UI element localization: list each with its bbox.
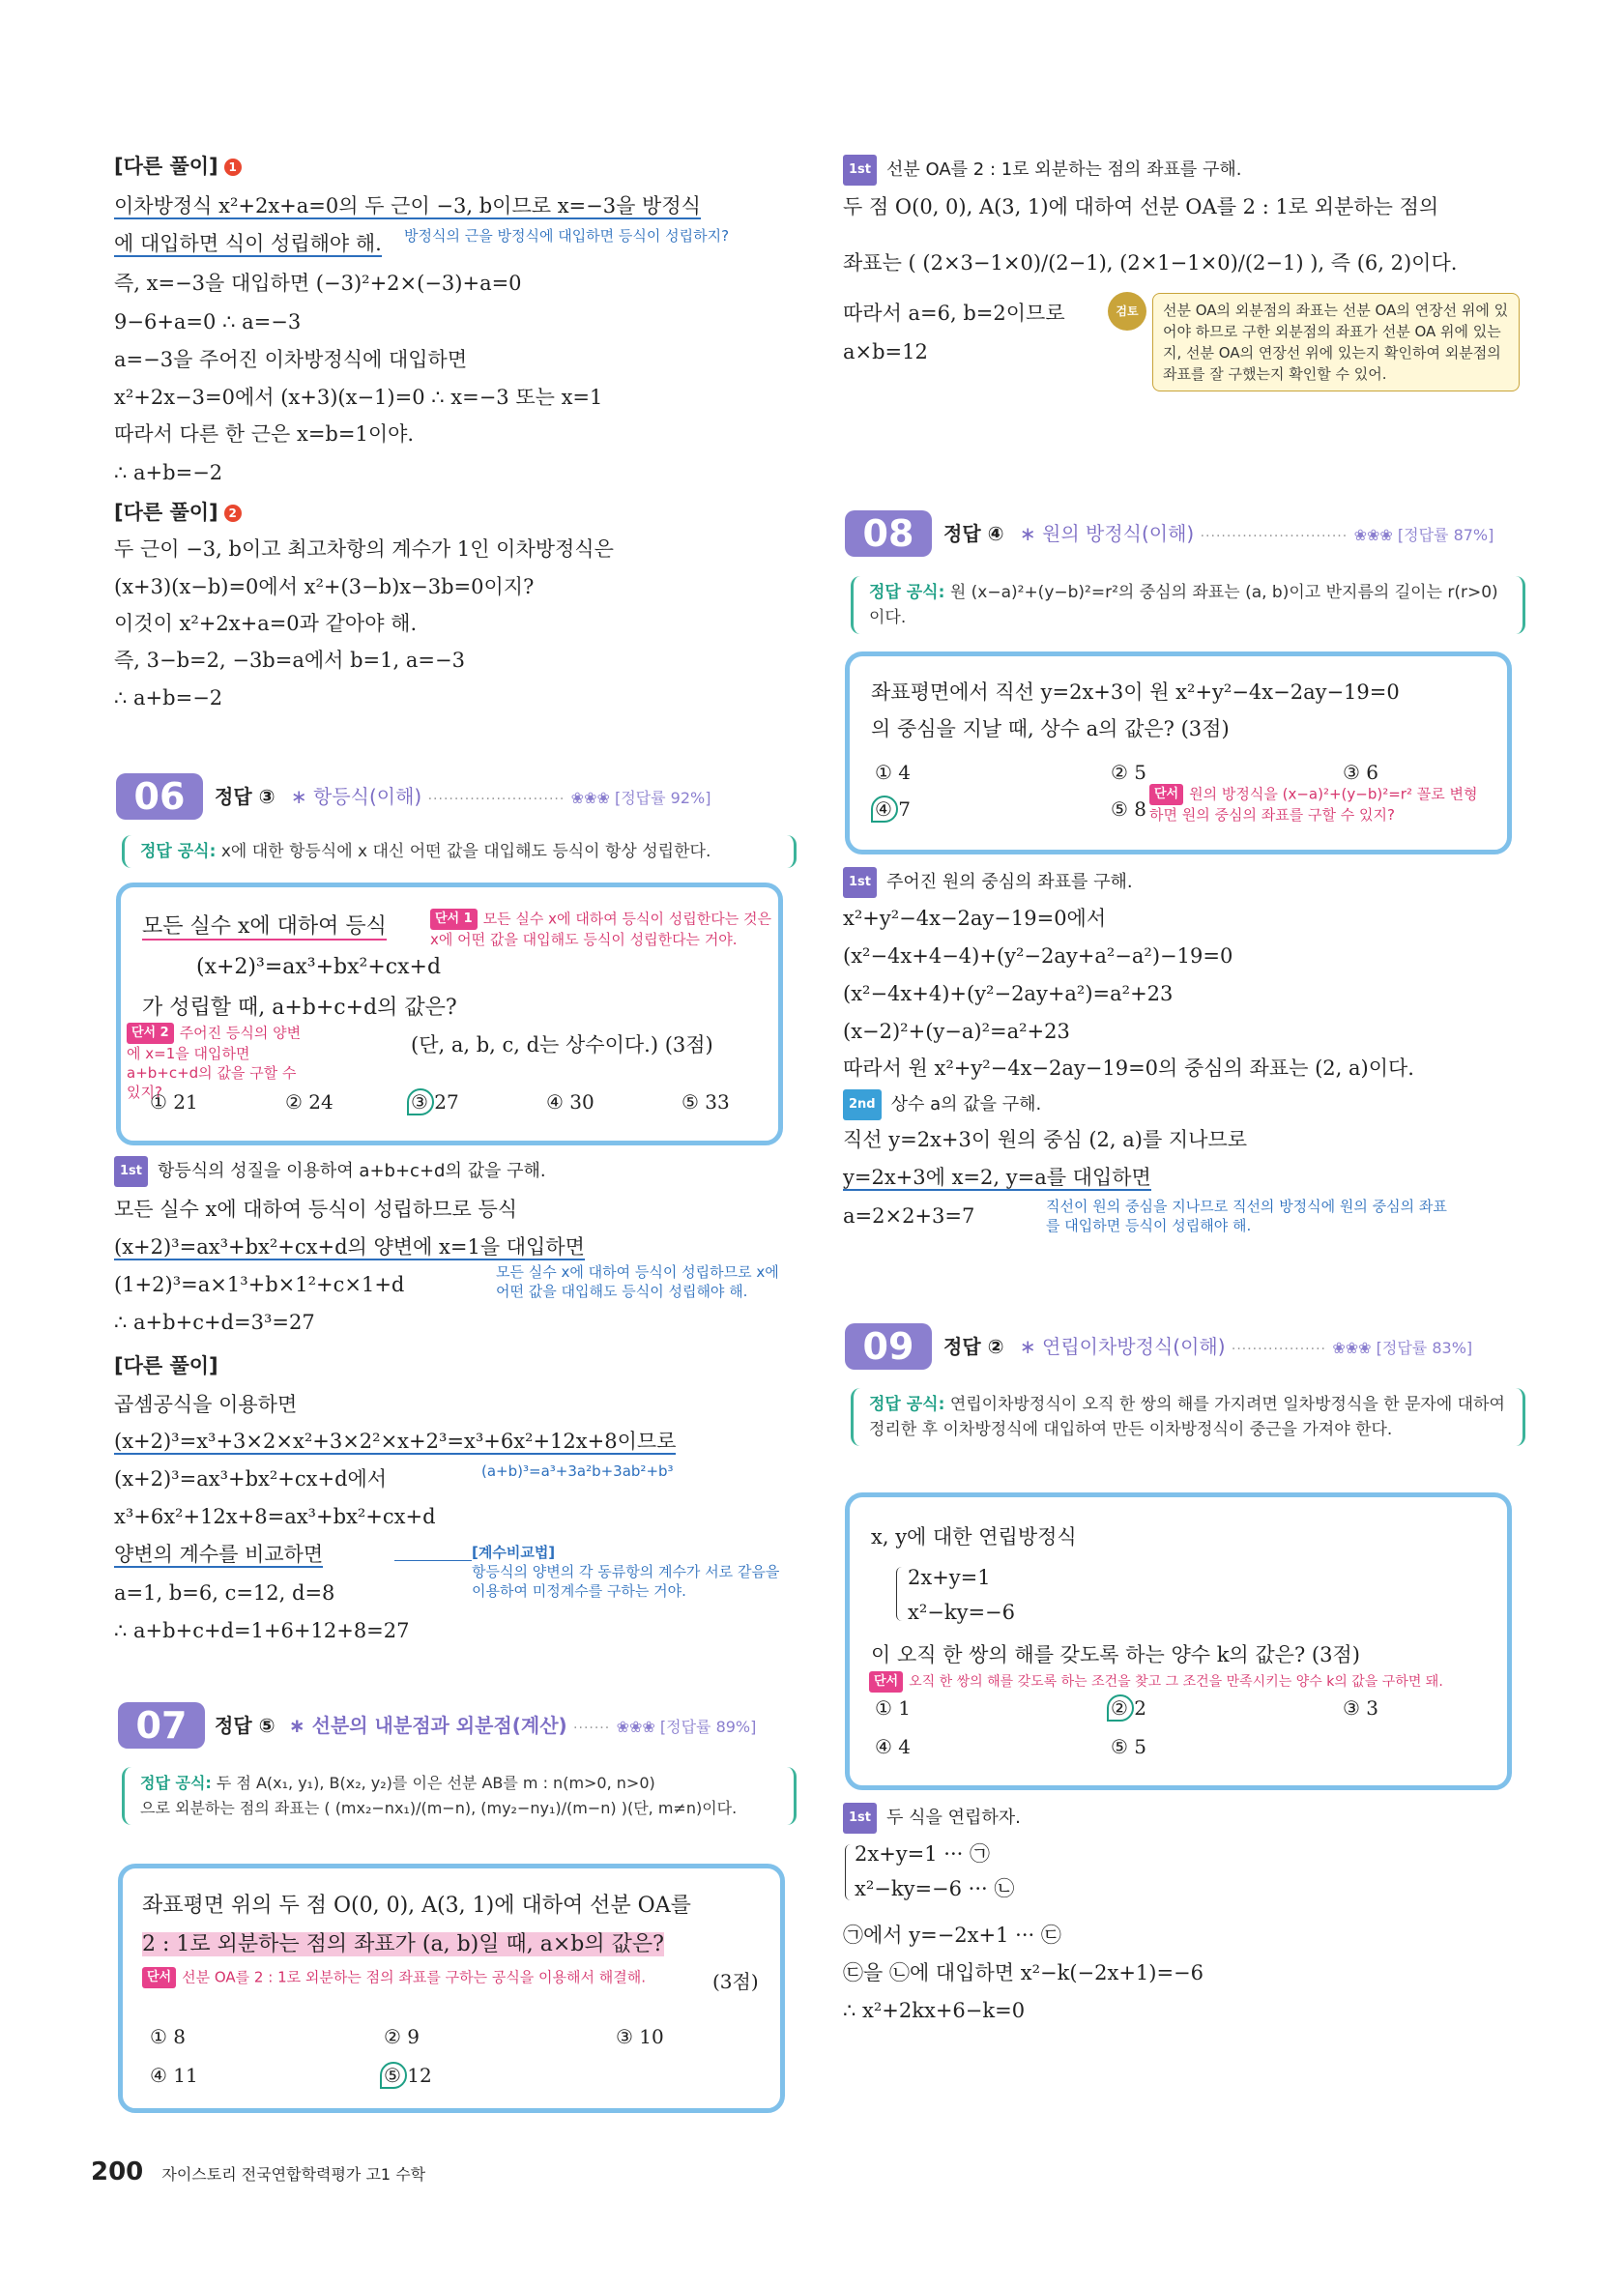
q08-q-line1: 좌표평면에서 직선 y=2x+3이 원 x²+y²−4x−2ay−19=0 <box>871 680 1400 704</box>
question-number-06: 06 <box>116 773 203 820</box>
q06-arrow-line <box>394 1560 472 1561</box>
alt1-line-3: 9−6+a=0 ∴ a=−3 <box>114 310 302 333</box>
q07-step1: 1st 선분 OA를 2 : 1로 외분하는 점의 좌표를 구해. <box>843 155 1241 186</box>
brace-icon <box>845 1844 854 1900</box>
q06-sol-0: 모든 실수 x에 대하여 등식이 성립하므로 등식 <box>114 1198 518 1221</box>
alt1-line-0: 이차방정식 x²+2x+a=0의 두 근이 −3, b이므로 x=−3을 방정식 <box>114 194 701 217</box>
q09-formula-box: 정답 공식: 연립이차방정식이 오직 한 쌍의 해를 가지려면 일차방정식을 한 문자에 대하여 정리한 후 이차방정식에 대입하여 만든 이차방정식이 중근을 가져야 한다. <box>851 1388 1525 1446</box>
q06-alt-1: (x+2)³=x³+3×2×x²+3×2²×x+2³=x³+6x²+12x+8이므로 <box>114 1430 677 1453</box>
q09-hint: 단서 오직 한 쌍의 해를 갖도록 하는 조건을 찾고 그 조건을 만족시키는 양수 k의 값을 구하면 돼. <box>869 1671 1443 1693</box>
q06-alt-2: (x+2)³=ax³+bx²+cx+d에서 <box>114 1467 388 1491</box>
q09-q-line1: x, y에 대한 연립방정식 <box>871 1525 1077 1549</box>
q06-alt-6: ∴ a+b+c+d=1+6+12+8=27 <box>114 1619 410 1642</box>
q06-rate: ❀❀❀ [정답률 92%] <box>570 789 711 807</box>
q06-question-box <box>116 883 783 1145</box>
alt2-line-1: (x+3)(x−b)=0에서 x²+(3−b)x−3b=0이지? <box>114 575 535 598</box>
q09-choice-5[interactable]: ⑤ 5 <box>1111 1735 1147 1758</box>
q06-sol-3: ∴ a+b+c+d=3³=27 <box>114 1311 315 1334</box>
q08-sol2-1: y=2x+3에 x=2, y=a를 대입하면 <box>843 1166 1151 1189</box>
q08-sol-0: x²+y²−4x−2ay−19=0에서 <box>843 907 1107 930</box>
q07-points: (3점) <box>712 1970 759 1993</box>
q08-header: 정답 ④ ∗ 원의 방정식(이해) ···························· ❀❀❀ [정답률 87%] <box>943 522 1494 545</box>
q07-check-note: 선분 OA의 외분점의 좌표는 선분 OA의 연장선 위에 있어야 하므로 구한 외분점의 좌표가 선분 OA 위에 있는지, 선분 OA의 연장선 위에 있는지 확인하여 외분점의 좌표를 잘 구했는지 확인할 수 있어. <box>1152 293 1520 391</box>
q07-question-box <box>118 1864 785 2113</box>
q08-choice-3[interactable]: ③ 6 <box>1343 761 1379 784</box>
badge-1-icon: 1 <box>224 159 242 176</box>
book-title: 자이스토리 전국연합학력평가 고1 수학 <box>161 2165 426 2184</box>
q06-sol-2: (1+2)³=a×1³+b×1²+c×1+d <box>114 1273 405 1296</box>
q07-choice-4[interactable]: ④ 11 <box>150 2064 198 2087</box>
q08-hint: 단서 원의 방정식을 (x−a)²+(y−b)²=r² 꼴로 변형하면 원의 중심의 좌표를 구할 수 있지? <box>1149 785 1478 824</box>
answer-check-icon <box>1107 1694 1134 1722</box>
alt1-note: 방정식의 근을 방정식에 대입하면 등식이 성립하지? <box>404 227 730 245</box>
alt2-line-0: 두 근이 −3, b이고 최고차항의 계수가 1인 이차방정식은 <box>114 537 614 561</box>
brace-icon <box>896 1567 905 1621</box>
q06-sol-note: 모든 실수 x에 대하여 등식이 성립하므로 x에 어떤 값을 대입해도 등식이 성립해야 해. <box>496 1263 779 1300</box>
q06-header <box>215 773 710 823</box>
q08-choice-2[interactable]: ② 5 <box>1111 761 1147 784</box>
q06-step1: 1st 항등식의 성질을 이용하여 a+b+c+d의 값을 구해. <box>114 1156 546 1187</box>
q06-alt-0: 곱셈공식을 이용하면 <box>114 1393 298 1416</box>
answer-check-icon <box>871 796 898 823</box>
q09-header: 정답 ② ∗ 연립이차방정식(이해) ·················· ❀❀❀ [정답률 83%] <box>943 1335 1473 1358</box>
q07-hint: 단서 선분 OA를 2 : 1로 외분하는 점의 좌표를 구하는 공식을 이용해서 해결해. <box>142 1967 646 1988</box>
q09-sol-0: ㉠에서 y=−2x+1 ··· ㉢ <box>843 1924 1061 1947</box>
q08-choice-4[interactable]: ④ 7 <box>875 797 911 821</box>
q06-q-line1: 모든 실수 x에 대하여 등식 <box>142 914 387 939</box>
q09-sol-2: ∴ x²+2kx+6−k=0 <box>843 1999 1026 2022</box>
q07-sol-line2: 좌표는 ( (2×3−1×0)/(2−1), (2×1−1×0)/(2−1) ), 즉 (6, 2)이다. <box>843 251 1458 275</box>
q08-step2: 2nd 상수 a의 값을 구해. <box>843 1089 1041 1120</box>
q08-sol-2: (x²−4x+4)+(y²−2ay+a²)=a²+23 <box>843 982 1174 1005</box>
q07-choice-5[interactable]: ⑤ 12 <box>384 2064 432 2087</box>
q07-sol-line4: a×b=12 <box>843 340 928 363</box>
q09-choice-3[interactable]: ③ 3 <box>1343 1696 1379 1720</box>
q08-formula-box: 정답 공식: 원 (x−a)²+(y−b)²=r²의 중심의 좌표는 (a, b)이고 반지름의 길이는 r(r>0)이다. <box>851 576 1525 634</box>
q06-alt-4: 양변의 계수를 비교하면 <box>114 1543 324 1566</box>
q08-choice-5[interactable]: ⑤ 8 <box>1111 797 1147 821</box>
q06-hint1: 단서 1 모든 실수 x에 대하여 등식이 성립한다는 것은 x에 어떤 값을 대입해도 등식이 성립한다는 거야. <box>430 910 771 948</box>
alt1-line-2: 즉, x=−3을 대입하면 (−3)²+2×(−3)+a=0 <box>114 272 522 295</box>
q08-question-box <box>845 651 1512 854</box>
q08-step1: 1st 주어진 원의 중심의 좌표를 구해. <box>843 867 1133 898</box>
question-number-08: 08 <box>845 510 932 557</box>
q06-choice-5[interactable]: ⑤ 33 <box>682 1090 730 1114</box>
q09-choice-1[interactable]: ① 1 <box>875 1696 912 1720</box>
q07-choice-3[interactable]: ③ 10 <box>616 2025 664 2048</box>
q09-question-box <box>845 1492 1512 1790</box>
q06-dots: ·························· <box>427 792 566 807</box>
q06-alt-note1: (a+b)³=a³+3a²b+3ab²+b³ <box>481 1462 674 1480</box>
q07-choice-2[interactable]: ② 9 <box>384 2025 420 2048</box>
q06-choice-3[interactable]: ③ 27 <box>411 1090 459 1114</box>
q06-choice-1[interactable]: ① 21 <box>150 1090 198 1114</box>
alt1-line-6: 따라서 다른 한 근은 x=b=1이야. <box>114 422 415 446</box>
q06-formula-box: 정답 공식: x에 대한 항등식에 x 대신 어떤 값을 대입해도 등식이 항상 성립한다. <box>122 835 797 868</box>
q08-choice-1[interactable]: ① 4 <box>875 761 912 784</box>
q06-hint2: 단서 2 주어진 등식의 양변에 x=1을 대입하면 a+b+c+d의 값을 구할 수 있지? <box>127 1024 302 1101</box>
q06-choice-2[interactable]: ② 24 <box>285 1090 334 1114</box>
check-badge-icon: 검토 <box>1108 292 1146 331</box>
q09-eq2: x²−ky=−6 <box>908 1601 1015 1624</box>
alt2-line-2: 이것이 x²+2x+a=0과 같아야 해. <box>114 612 418 635</box>
q07-sol-line1: 두 점 O(0, 0), A(3, 1)에 대하여 선분 OA를 2 : 1로 외분하는 점의 <box>843 195 1439 218</box>
q06-topic: ∗ 항등식(이해) <box>290 785 422 808</box>
q06-alt-3: x³+6x²+12x+8=ax³+bx²+cx+d <box>114 1505 436 1528</box>
alt1-line-5: x²+2x−3=0에서 (x+3)(x−1)=0 ∴ x=−3 또는 x=1 <box>114 386 603 409</box>
q08-sol2-2: a=2×2+3=7 <box>843 1204 975 1228</box>
badge-2-icon: 2 <box>224 505 242 522</box>
answer-check-icon <box>407 1088 434 1115</box>
q09-sol-eq2: x²−ky=−6 ··· ㉡ <box>855 1877 1015 1900</box>
q08-sol-4: 따라서 원 x²+y²−4x−2ay−19=0의 중심의 좌표는 (2, a)이다. <box>843 1057 1414 1080</box>
q07-sol-line3: 따라서 a=6, b=2이므로 <box>843 302 1065 325</box>
alt2-line-3: 즉, 3−b=2, −3b=a에서 b=1, a=−3 <box>114 649 465 672</box>
alt-solution-1-title: [다른 풀이] 1 <box>114 152 242 181</box>
page-number: 200 <box>91 2157 144 2186</box>
q08-sol2-note: 직선이 원의 중심을 지나므로 직선의 방정식에 원의 중심의 좌표를 대입하면 등식이 성립해야 해. <box>1046 1198 1447 1234</box>
q06-q-line4: (단, a, b, c, d는 상수이다.) (3점) <box>411 1033 713 1057</box>
alt1-line-4: a=−3을 주어진 이차방정식에 대입하면 <box>114 348 468 371</box>
q06-answer: 정답 ③ <box>215 785 276 808</box>
q08-sol2-0: 직선 y=2x+3이 원의 중심 (2, a)를 지나므로 <box>843 1128 1248 1151</box>
alt-solution-2-title: [다른 풀이] 2 <box>114 498 242 527</box>
answer-check-icon <box>380 2062 407 2089</box>
page-footer <box>91 2157 425 2186</box>
q07-q-line1: 좌표평면 위의 두 점 O(0, 0), A(3, 1)에 대하여 선분 OA를 <box>142 1894 691 1918</box>
q09-choice-2[interactable]: ② 2 <box>1111 1696 1146 1720</box>
q06-sol-1: (x+2)³=ax³+bx²+cx+d의 양변에 x=1을 대입하면 <box>114 1235 585 1259</box>
q07-header: 정답 ⑤ ∗ 선분의 내분점과 외분점(계산) ······· ❀❀❀ [정답률 89%] <box>215 1714 757 1737</box>
question-number-09: 09 <box>845 1323 932 1370</box>
q06-q-line2: (x+2)³=ax³+bx²+cx+d <box>196 955 442 979</box>
q06-q-line3: 가 성립할 때, a+b+c+d의 값은? <box>142 996 457 1020</box>
q09-step1: 1st 두 식을 연립하자. <box>843 1803 1021 1834</box>
q06-alt-5: a=1, b=6, c=12, d=8 <box>114 1581 335 1605</box>
q09-choice-4[interactable]: ④ 4 <box>875 1735 912 1758</box>
alt1-line-7: ∴ a+b=−2 <box>114 461 223 484</box>
q09-eq1: 2x+y=1 <box>908 1566 991 1589</box>
alt2-line-4: ∴ a+b=−2 <box>114 686 223 709</box>
q08-sol-3: (x−2)²+(y−a)²=a²+23 <box>843 1020 1070 1043</box>
q09-sol-eq1: 2x+y=1 ··· ㉠ <box>855 1842 990 1866</box>
q09-sol-1: ㉢을 ㉡에 대입하면 x²−k(−2x+1)=−6 <box>843 1961 1204 1984</box>
alt1-line-1: 에 대입하면 식이 성립해야 해. <box>114 232 382 255</box>
q09-q-line2: 이 오직 한 쌍의 해를 갖도록 하는 양수 k의 값은? (3점) <box>871 1643 1360 1666</box>
q08-q-line2: 의 중심을 지날 때, 상수 a의 값은? (3점) <box>871 717 1230 740</box>
question-number-07: 07 <box>118 1702 205 1749</box>
q07-q-line2: 2 : 1로 외분하는 점의 좌표가 (a, b)일 때, a×b의 값은? <box>142 1932 664 1956</box>
q06-alt-title: [다른 풀이] <box>114 1354 218 1377</box>
q07-formula-box: 정답 공식: 두 점 A(x₁, y₁), B(x₂, y₂)를 이은 선분 AB를 m : n(m>0, n>0) 으로 외분하는 점의 좌표는 ( (mx₂−nx₁)/(m−n), (my₂−ny₁)/(m−n) )(단, m≠n)이다. <box>122 1767 797 1825</box>
q08-sol-1: (x²−4x+4−4)+(y²−2ay+a²−a²)−19=0 <box>843 944 1233 968</box>
q07-choice-1[interactable]: ① 8 <box>150 2025 187 2048</box>
q06-choice-4[interactable]: ④ 30 <box>546 1090 594 1114</box>
q06-alt-note2: [계수비교법] 항등식의 양변의 각 동류항의 계수가 서로 같음을 이용하여 미정계수를 구하는 거야. <box>472 1544 780 1600</box>
